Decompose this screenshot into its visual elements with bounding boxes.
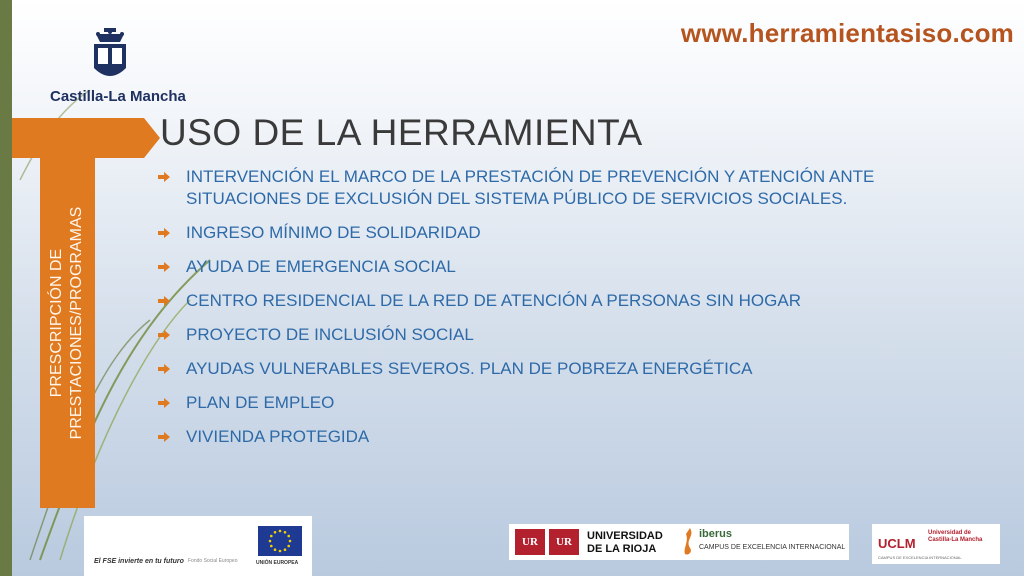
iberus-flame-icon — [683, 528, 697, 556]
arrow-bullet-icon — [158, 296, 170, 306]
universidad-rioja-iberus-panel — [509, 524, 849, 560]
logo-region-name: Castilla-La Mancha — [50, 88, 186, 105]
arrow-bullet-icon — [158, 364, 170, 374]
bullet-item — [158, 392, 978, 414]
bullet-text: PROYECTO DE INCLUSIÓN SOCIAL — [186, 325, 474, 344]
iberus-subtitle: CAMPUS DE EXCELENCIA INTERNACIONAL — [699, 544, 846, 551]
t-shape-arrow — [144, 118, 160, 158]
bullet-item — [158, 426, 978, 448]
university-name-line1: UNIVERSIDAD — [587, 530, 663, 542]
bullet-item — [158, 222, 978, 244]
arrow-bullet-icon — [158, 172, 170, 182]
uclm-logo-panel — [872, 524, 1000, 564]
eu-flag-icon — [258, 526, 302, 556]
arrow-bullet-icon — [158, 432, 170, 442]
castilla-la-mancha-logo — [50, 28, 186, 108]
eu-stars-icon — [258, 526, 302, 556]
uclm-subtitle: CAMPUS DE EXCELENCIA INTERNACIONAL — [878, 555, 962, 560]
crown-shield-icon — [90, 28, 130, 84]
bullet-text: AYUDAS VULNERABLES SEVEROS. PLAN DE POBREZA ENERGÉTICA — [186, 359, 753, 378]
ur-logo-icon: UR — [549, 529, 579, 555]
bullet-item — [158, 324, 978, 346]
side-vertical-label — [47, 207, 87, 440]
uclm-name-line1: Universidad de — [928, 530, 972, 536]
side-label-line1: PRESCRIPCIÓN DE — [48, 248, 65, 398]
fse-eu-logo-panel — [84, 516, 312, 576]
bullet-item — [158, 166, 978, 210]
uclm-name-line2: Castilla-La Mancha — [928, 537, 983, 543]
arrow-bullet-icon — [158, 398, 170, 408]
bullet-text: PLAN DE EMPLEO — [186, 393, 335, 412]
left-accent-bar — [0, 0, 12, 576]
iberus-label: iberus — [699, 528, 733, 540]
website-url[interactable]: www.herramientasiso.com — [680, 18, 1014, 48]
university-name-line2: DE LA RIOJA — [587, 543, 657, 555]
bullet-text: AYUDA DE EMERGENCIA SOCIAL — [186, 257, 456, 276]
bullet-text: INGRESO MÍNIMO DE SOLIDARIDAD — [186, 223, 481, 242]
eu-label: UNIÓN EUROPEA — [256, 560, 299, 566]
fse-slogan: El FSE invierte en tu futuro — [94, 558, 184, 565]
bullet-text: CENTRO RESIDENCIAL DE LA RED DE ATENCIÓN A PERSONAS SIN HOGAR — [186, 291, 801, 310]
fondo-social-label: Fondo Social Europeo — [188, 558, 238, 564]
bullet-list — [158, 166, 978, 460]
uclm-full-name — [928, 530, 982, 544]
arrow-bullet-icon — [158, 330, 170, 340]
arrow-bullet-icon — [158, 262, 170, 272]
t-shape-top — [12, 118, 144, 158]
side-label-line2: PRESTACIONES/PROGRAMAS — [68, 206, 85, 440]
uclm-logo-text: UCLM — [878, 536, 916, 551]
bullet-text: INTERVENCIÓN EL MARCO DE LA PRESTACIÓN DE PREVENCIÓN Y ATENCIÓN ANTE SITUACIONES DE EXCLUSIÓN DEL SISTEMA PÚBLICO DE SERVICIOS SOCIALES. — [186, 167, 875, 208]
ur-logo-icon: UR — [515, 529, 545, 555]
bullet-item — [158, 256, 978, 278]
slide-title: USO DE LA HERRAMIENTA — [160, 112, 643, 153]
bullet-text: VIVIENDA PROTEGIDA — [186, 427, 370, 446]
bullet-item — [158, 358, 978, 380]
bullet-item — [158, 290, 978, 312]
arrow-bullet-icon — [158, 228, 170, 238]
